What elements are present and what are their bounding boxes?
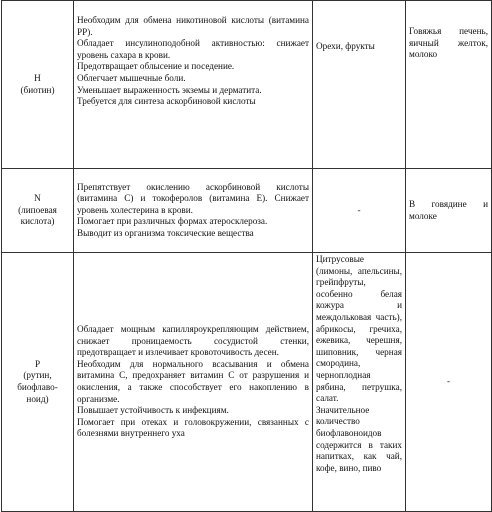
- vitamin-name-cell: [2, 253, 74, 512]
- vitamin-name-cell: [2, 169, 74, 253]
- foods-cell: Говяжья печень, яичный желток, молоко: [406, 1, 492, 169]
- source-text: Цитрусовые (лимоны, апельсины, грейпфруты, особенно белая кожура и междольковая часть), абрикосы, гречиха, ежевика, черешня, шиповник, черная смородина, черноплодная рябина, петрушка, салат.: [316, 254, 402, 404]
- effect-line: Требуется для синтеза аскорбиновой кислоты: [77, 96, 256, 107]
- effect-line: Облегчает мышечные боли.: [77, 72, 186, 83]
- table-row-biotin: [2, 1, 492, 169]
- sources-cell: Орехи, фрукты: [313, 1, 406, 169]
- effect-line: Помогает при отеках и головокружении, связанных с болезнями внутреннего уха: [77, 416, 309, 439]
- effect-line: Уменьшает выраженность экземы и дерматита.: [77, 84, 262, 95]
- effect-line: Помогает при различных формах атеросклероза.: [77, 216, 268, 227]
- source-text: Значительное количество биофлавоноидов содержится в таких напитках, как чай, кофе, вино, пиво: [316, 404, 402, 473]
- effect-line: Препятствует окислению аскорбиновой кислоты (витамина С) и токоферолов (витамина Е). Снижает уровень холестерина в крови.: [77, 181, 309, 215]
- effects-cell: [74, 1, 313, 169]
- vitamins-table: [1, 0, 492, 512]
- vitamin-name: биофлаво-: [17, 382, 58, 392]
- effect-line: Повышает устойчивость к инфекциям.: [77, 405, 229, 416]
- vitamin-code: Р: [34, 358, 41, 369]
- sources-cell: -: [313, 169, 406, 253]
- effects-cell: [74, 169, 313, 253]
- effect-line: Предотвращает облысение и поседение.: [77, 61, 235, 72]
- foods-cell: В говядине и молоке: [406, 169, 492, 253]
- vitamin-name: ноид): [26, 393, 49, 404]
- effect-line: Выводит из организма токсические вещества: [77, 227, 254, 238]
- vitamin-code: N: [34, 193, 41, 204]
- table-row-lipoic-acid: [2, 169, 492, 253]
- foods-cell: -: [406, 253, 492, 512]
- effect-line: Необходим для обмена никотиновой кислоты (витамина РР).: [77, 15, 309, 37]
- effect-line: Необходим для нормального всасывания и обмена витамина С, предохраняет витамин С от разрушения и окисления, а также способствует его накоплению в организме.: [77, 358, 309, 404]
- vitamin-name: (рутин,: [23, 370, 52, 381]
- vitamin-name: кислота): [20, 216, 55, 227]
- vitamin-name-cell: [2, 1, 74, 169]
- sources-cell: [313, 253, 406, 512]
- vitamin-name: (липоевая: [18, 204, 57, 215]
- effect-line: Обладает инсулиноподобной активностью: снижает уровень сахара в крови.: [77, 38, 309, 60]
- vitamin-name: (биотин): [20, 84, 55, 95]
- vitamin-code: Н: [34, 72, 41, 83]
- table-row-rutin: [2, 253, 492, 512]
- effects-cell: [74, 253, 313, 512]
- effect-line: Обладает мощным капилляроукрепляющим действием, снижает проницаемость сосудистой стенки, предотвращает и излечивает кровоточивость десен.: [77, 324, 309, 358]
